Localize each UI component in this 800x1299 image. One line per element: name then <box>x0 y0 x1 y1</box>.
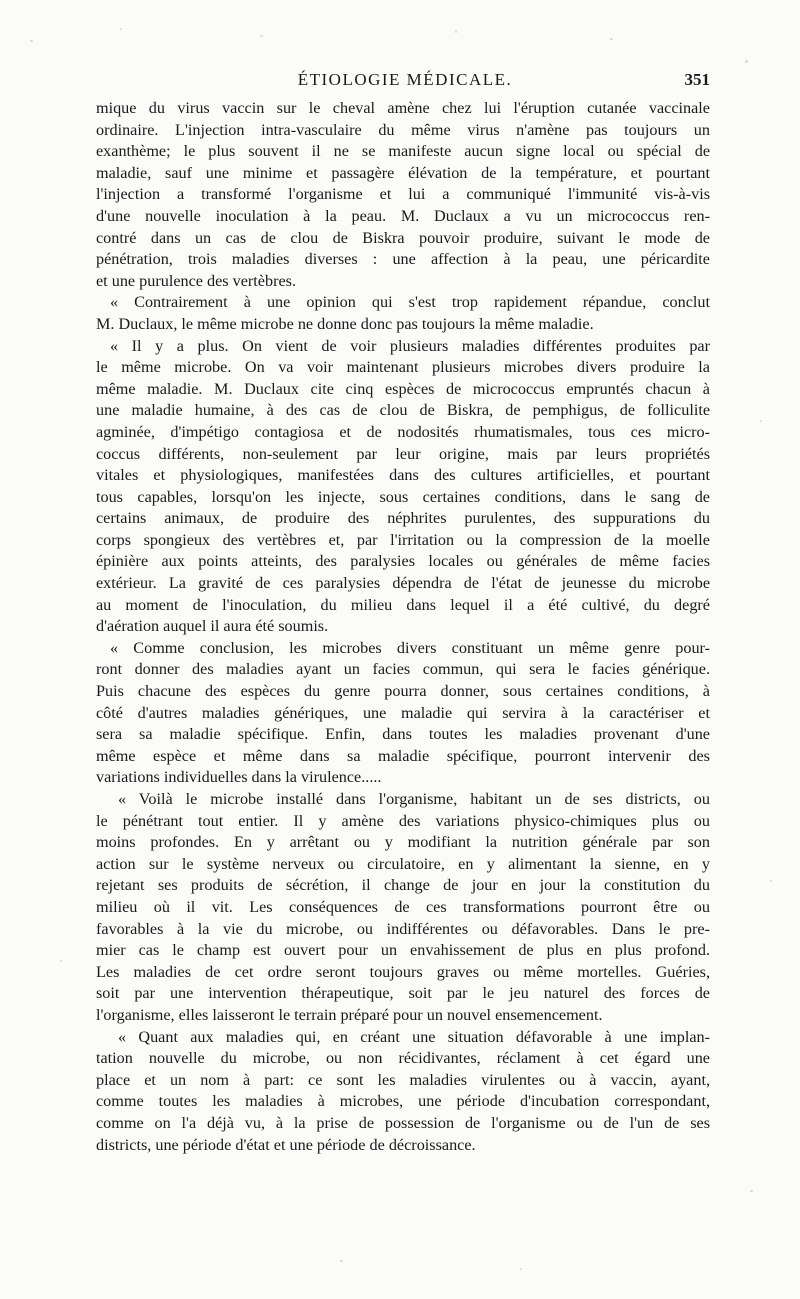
text-line: l'organisme, elles laisseront le terrain préparé pour un nouvel ensemencement. <box>96 1005 603 1024</box>
text-line: « Quant aux maladies qui, en créant une situation défavorable à une implan- <box>118 1027 710 1046</box>
text-line: côté d'autres maladies génériques, une maladie qui servira à la caractériser et <box>96 703 710 722</box>
text-line: l'injection a transformé l'organisme et lui a communiqué l'immunité vis-à-vis <box>96 185 710 204</box>
scan-speck <box>750 1190 753 1192</box>
page-header <box>100 70 710 96</box>
text-line: ordinaire. L'injection intra-vasculaire du même virus n'amène pas toujours un <box>96 120 710 139</box>
text-line: maladie, sauf une minime et passagère élévation de la température, et pourtant <box>96 163 710 182</box>
scan-speck <box>120 28 122 30</box>
scan-speck <box>455 30 457 33</box>
scan-speck <box>760 420 762 422</box>
text-line: milieu où il vit. Les conséquences de ces transformations pourront être ou <box>96 897 710 916</box>
text-line: même maladie. M. Duclaux cite cinq espèces de micrococcus empruntés chacun à <box>96 379 710 398</box>
text-line: extérieur. La gravité de ces paralysies dépendra de l'état de jeunesse du microbe <box>96 574 710 593</box>
text-line: tous capables, lorsqu'on les injecte, sous certaines conditions, dans le sang de <box>96 487 710 506</box>
text-line: au moment de l'inoculation, du milieu dans lequel il a été cultivé, du degré <box>96 595 710 614</box>
text-line: épinière aux points atteints, des paralysies locales ou générales de même facies <box>96 552 710 571</box>
text-line: même espèce et même dans sa maladie spécifique, pourront intervenir des <box>96 746 710 765</box>
text-line: moins profondes. En y arrêtant ou y modifiant la nutrition générale par son <box>96 833 710 852</box>
text-line: sera sa maladie spécifique. Enfin, dans toutes les maladies provenant d'une <box>96 725 710 744</box>
scan-speck <box>30 40 33 42</box>
page-number: 351 <box>684 70 710 89</box>
text-line: le pénétrant tout entier. Il y amène des variations physico-chimiques plus ou <box>96 811 710 830</box>
body-text <box>96 98 710 1156</box>
text-line: M. Duclaux, le même microbe ne donne donc pas toujours la même maladie. <box>96 314 594 333</box>
text-line: action sur le système nerveux ou circulatoire, en y alimentant la sienne, en y <box>96 854 710 873</box>
text-line: ront donner des maladies ayant un facies commun, qui sera le facies générique. <box>96 660 710 679</box>
text-line: contré dans un cas de clou de Biskra pouvoir produire, suivant le mode de <box>96 228 710 247</box>
scan-speck <box>340 1260 343 1262</box>
text-line: rejetant ses produits de sécrétion, il change de jour en jour la constitution du <box>96 876 710 895</box>
scan-speck <box>520 1268 522 1270</box>
scan-speck <box>745 60 748 63</box>
text-line: mier cas le champ est ouvert pour un envahissement de plus en plus profond. <box>96 941 710 960</box>
text-line: comme on l'a déjà vu, à la prise de possession de l'organisme ou de l'un de ses <box>96 1113 710 1132</box>
text-line: exanthème; le plus souvent il ne se manifeste aucun signe local ou spécial de <box>96 142 710 161</box>
text-line: comme toutes les maladies à microbes, une période d'incubation correspondant, <box>96 1092 710 1111</box>
text-line: vitales et physiologiques, manifestées dans des cultures artificielles, et pourtant <box>96 466 710 485</box>
text-line: certains animaux, de produire des néphrites purulentes, des suppurations du <box>96 509 710 528</box>
scan-speck <box>260 35 263 37</box>
text-line: une maladie humaine, à des cas de clou de Biskra, de pemphigus, de folliculite <box>96 401 710 420</box>
text-line: et une purulence des vertèbres. <box>96 271 297 290</box>
text-line: Puis chacune des espèces du genre pourra donner, sous certaines conditions, à <box>96 682 710 701</box>
text-line: agminée, d'impétigo contagiosa et de nodosités rhumatismales, tous ces micro- <box>96 422 710 441</box>
text-line: « Voilà le microbe installé dans l'organisme, habitant un de ses districts, ou <box>118 790 710 808</box>
text-line: « Comme conclusion, les microbes divers constituant un même genre pour- <box>110 638 710 657</box>
scan-speck <box>770 880 772 882</box>
text-line: coccus différents, non-seulement par leur origine, mais par leurs propriétés <box>96 444 710 463</box>
text-line: d'aération auquel il aura été soumis. <box>96 617 329 636</box>
text-line: soit par une intervention thérapeutique, soit par le jeu naturel des forces de <box>96 984 710 1003</box>
text-line: variations individuelles dans la virulence..... <box>96 768 382 787</box>
text-line: place et un nom à part: ce sont les maladies virulentes ou à vaccin, ayant, <box>96 1070 710 1089</box>
text-line: favorables à la vie du microbe, ou indifférentes ou défavorables. Dans le pre- <box>96 919 710 938</box>
text-line: pénétration, trois maladies diverses : une affection à la peau, une péricardite <box>96 250 710 269</box>
text-line: corps spongieux des vertèbres et, par l'irritation ou la compression de la moelle <box>96 530 710 549</box>
text-line: Les maladies de cet ordre seront toujours graves ou même mortelles. Guéries, <box>96 962 710 981</box>
text-line: districts, une période d'état et une période de décroissance. <box>96 1135 476 1154</box>
scan-speck <box>60 960 62 962</box>
text-line: mique du virus vaccin sur le cheval amène chez lui l'éruption cutanée vaccinale <box>96 99 710 117</box>
text-line: « Contrairement à une opinion qui s'est trop rapidement répandue, conclut <box>110 293 710 312</box>
scan-speck <box>610 38 613 40</box>
running-title: ÉTIOLOGIE MÉDICALE. <box>297 70 513 89</box>
text-line: le même microbe. On va voir maintenant plusieurs microbes divers produire la <box>96 358 710 377</box>
text-line: tation nouvelle du microbe, ou non récidivantes, réclament à cet égard une <box>96 1049 710 1068</box>
text-line: d'une nouvelle inoculation à la peau. M. Duclaux a vu un micrococcus ren- <box>96 206 710 225</box>
text-line: « Il y a plus. On vient de voir plusieurs maladies différentes produites par <box>110 336 710 355</box>
